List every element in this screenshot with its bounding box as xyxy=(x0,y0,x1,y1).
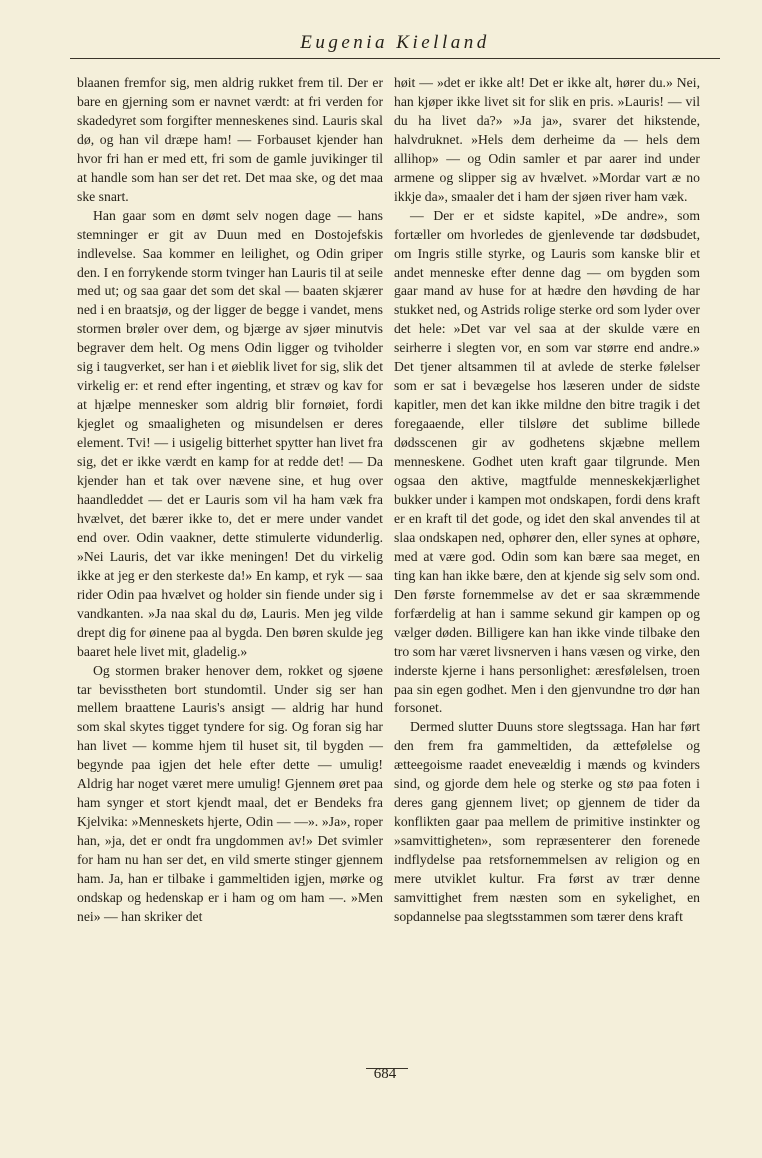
paragraph: blaanen fremfor sig, men aldrig rukket frem til. Der er bare en gjerning som er navnet værdt: at fri verden for skadedyret som forgifter menneskenes sind. Lauris skal dø, og han vil dræpe ham! — Forbauset kjender han hvor fri han er med ett, fri som de gamle juvikinger til at handle som han ser det ret. Det maa ske, og det maa ske snart. xyxy=(77,75,383,204)
right-column xyxy=(394,74,700,927)
page-number: 684 xyxy=(373,1066,397,1082)
paragraph: høit — »det er ikke alt! Det er ikke alt, hører du.» Nei, han kjøper ikke livet sit for slik en pris. »Lauris! — vil du ha livet da?» »Ja ja», svarer det hikstende, halvdruknet. »Hels dem derheime da — hels dem allihop» — og Odin samler et par aarer ind under armene og slipper sig av hvælvet. »Mordar vart æ no ikkje da», smaaler det i ham der sjøen river ham væk. xyxy=(394,75,700,204)
running-header-title: Eugenia Kielland xyxy=(70,32,720,54)
paragraph: Dermed slutter Duuns store slegtssaga. Han har ført den frem fra gammeltiden, da ættefølelse og ætteegoisme raadet eneveældig i mænds og kvinders sind, og gjorde dem hele og sterke og stø paa foten i deres gang gjennem livet; op gjennem de tider da konflikten gaar paa mellem de primitive instinkter og »samvittigheten», som repræsenterer den forenede indflydelse paa retsfornemmelsen av religion og en mere utviklet kultur. Fra først av trær denne samvittighet frem næsten som en sykelighet, en sopdannelse paa slegtsstammen som tærer dens kraft xyxy=(394,719,700,924)
left-column xyxy=(77,74,383,927)
paragraph: Han gaar som en dømt selv nogen dage — hans stemninger er git av Duun med en Dostojefskis indlevelse. Saa kommer en leilighet, og Odin griper den. I en forrykende storm tvinger han Lauris til at seile med ut; og saa gaar det som det skal — baaten skjærer ned i en braatsjø, og der ligger de begge i vandet, mens stormen brøler over dem, og bjærge av sjøer minutvis begraver dem helt. Og mens Odin ligger og tviholder sig i taugverket, ser han i et øieblik livet for sig, slik det virkelig er: et rend efter ingenting, et stræv og kav for at hjælpe mennesker som aldrig blir fornøiet, fordi kjeglet og smaaligheten og misundelsen er deres element. Tvi! — i usigelig bitterhet spytter han livet fra sig, det er ikke værdt en kamp for at redde det! — Da kjender han et tak over nævene sine, et hug over haandleddet — det er Lauris som vil ha ham væk fra hvælvet, det bærer ikke to, det er mere under vandet end over. Odin vaakner, dette stimulerte vidunderlig. »Nei Lauris, det var ikke meningen! Det du virkelig ikke at jeg er den sterkeste da!» En kamp, et ryk — saa rider Odin paa hvælvet og holder sin fiende under sig i vandkanten. »Ja naa skal du dø, Lauris. Men jeg vilde drept dig for øinene paa al bygda. Den børen skulde jeg baaret hele livet mit, gladelig.» xyxy=(77,207,383,659)
running-header xyxy=(70,30,720,66)
paragraph: Og stormen braker henover dem, rokket og sjøene tar bevisstheten bort stundomtil. Under sig ser han mellem braattene Lauris's ansigt — aldrig har hund som skal skytes tigget tyndere for sig. Og foran sig har han livet — komme hjem til huset sit, til bygden — begynde paa igjen det hele efter dette — umulig! Aldrig har noget været mere umulig! Gjennem øret paa ham synger et stort kjendt maal, det er Bendeks fra Kjelvika: »Menneskets hjerte, Odin — —». »Ja», roper han, »ja, det er ondt fra ungdommen av!» Det svimler for ham nu han ser det, en vild smerte stinger gjennem ham. Ja, han er tilbake i gammeltiden igjen, mørke og ondskap og hedenskap er i ham og om ham —. »Men nei» — han skriker det xyxy=(77,662,383,924)
header-rule xyxy=(70,58,720,59)
paragraph: — Der er et sidste kapitel, »De andre», som fortæller om hvorledes de gjenlevende tar dødsbudet, om Ingris stille styrke, og Lauris som kanske blir et andet menneske efter denne dag — om bygden som gaar mand av huse for at hædre den høvding de har stukket ned, og Astrids rolige sterke ord som lyder over det hele: »Det var vel saa at der skulde være en seirherre i slegten vor, en som var større end andre.» Det tjener altsammen til at avlede de sterke følelser som er sat i bevægelse hos læseren under de sidste kapitler, men det kan ikke mildne den bitre tragik i det foregaaende, eller tilsløre det sublime billede dødsscenen gir av godhetens skjæbne mellem menneskene. Godhet uten kraft gaar tilgrunde. Men ogsaa den aktive, magtfulde menneskekjærlighet bukker under i kampen mot ondskapen, fordi dens kraft er en kraft til det gode, og idet den skal anvendes til at slaa ondskapen ned, ophører den, eller synes at ophøre, med at være god. Odin som kan bære saa meget, en ting kan han ikke bære, den at kjende sig selv som ond. Den første fornemmelse av det er saa skræmmende forfærdelig at han i samme sekund gir kampen op og vælger døden. Billigere kan han ikke vinde tilbake den tro som har været livsnerven i hans væsen og virke, den inderste kjerne i hans personlighet: æresfølelsen, troen paa sin egen godhet. Men i den gjenvundne tro dør han forsonet. xyxy=(394,207,700,716)
